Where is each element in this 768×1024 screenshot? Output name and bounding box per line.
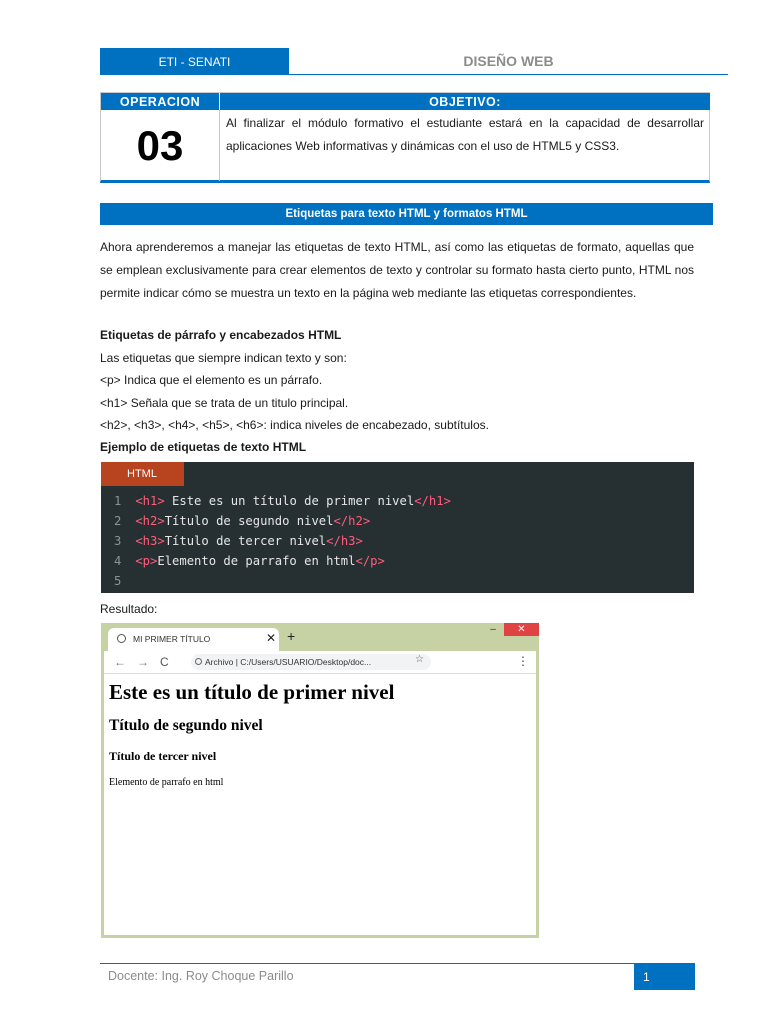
window-close-button[interactable]: ✕ [504, 623, 539, 636]
operation-objective-table [100, 92, 710, 183]
operation-header: OPERACION [101, 93, 219, 110]
code-text: Título de segundo nivel [164, 514, 334, 528]
code-lines [114, 491, 451, 591]
browser-menu-icon[interactable]: ⋮ [517, 654, 529, 668]
code-line [114, 571, 451, 591]
address-text: Archivo | C:/Users/USUARIO/Desktop/doc... [205, 657, 372, 667]
line-number: 2 [114, 514, 122, 528]
text-line: <h1> Señala que se trata de un titulo principal. [100, 396, 349, 410]
header-course-label: ETI - SENATI [100, 48, 289, 75]
code-line [114, 531, 451, 551]
reload-icon[interactable]: C [160, 655, 169, 669]
code-text: Título de tercer nivel [164, 534, 327, 548]
new-tab-button[interactable]: + [287, 628, 296, 644]
code-line [114, 511, 451, 531]
code-open-tag: <h1> [135, 494, 165, 508]
subheading-paragraph-tags: Etiquetas de párrafo y encabezados HTML [100, 328, 342, 342]
code-close-tag: </h1> [414, 494, 451, 508]
globe-icon [117, 634, 126, 643]
section-title: Etiquetas para texto HTML y formatos HTML [100, 203, 713, 225]
info-icon[interactable] [195, 658, 202, 665]
rendered-paragraph: Elemento de parrafo en html [109, 777, 224, 788]
table-divider [219, 110, 220, 181]
footer-page-number: 1 [634, 964, 695, 990]
line-number: 3 [114, 534, 122, 548]
code-close-tag: </p> [355, 554, 385, 568]
rendered-h2: Título de segundo nivel [109, 717, 263, 734]
line-number: 1 [114, 494, 122, 508]
bookmark-star-icon[interactable]: ☆ [415, 654, 424, 665]
rendered-h3: Título de tercer nivel [109, 749, 217, 763]
objective-header: OBJETIVO: [220, 93, 710, 110]
operation-number: 03 [136, 121, 184, 169]
objective-text: Al finalizar el módulo formativo el estudiante estará en la capacidad de desarrollar aplicaciones Web informativas y dinámicas con el uso de HTML5 y CSS3. [226, 116, 704, 153]
code-block [101, 462, 694, 593]
browser-tab-title: MI PRIMER TÍTULO [133, 634, 211, 644]
subheading-example: Ejemplo de etiquetas de texto HTML [100, 440, 307, 454]
line-number: 5 [114, 574, 122, 588]
footer-divider [100, 963, 695, 964]
browser-page-content [104, 674, 536, 935]
rendered-h1: Este es un título de primer nivel [109, 680, 395, 704]
result-label: Resultado: [100, 602, 158, 616]
browser-tab[interactable] [108, 628, 279, 652]
minimize-button[interactable]: – [490, 624, 496, 635]
code-text: Elemento de parrafo en html [157, 554, 356, 568]
footer-teacher: Docente: Ing. Roy Choque Parillo [108, 969, 294, 983]
text-line: <h2>, <h3>, <h4>, <h5>, <h6>: indica niveles de encabezado, subtítulos. [100, 418, 489, 432]
text-line: <p> Indica que el elemento es un párrafo. [100, 373, 323, 387]
back-arrow-icon[interactable]: ← [114, 655, 126, 669]
line-number: 4 [114, 554, 122, 568]
browser-toolbar [104, 651, 536, 674]
code-line [114, 551, 451, 571]
header-subject-label: DISEÑO WEB [289, 48, 728, 75]
text-line: Las etiquetas que siempre indican texto y son: [100, 351, 347, 365]
code-text: Este es un título de primer nivel [164, 494, 415, 508]
address-bar[interactable] [191, 654, 431, 670]
browser-window [101, 623, 539, 938]
intro-paragraph: Ahora aprenderemos a manejar las etiquetas de texto HTML, así como las etiquetas de formato, aquellas que se emplean exclusivamente para crear elementos de texto y controlar su formato hasta cierto punto, HTML nos permite indicar cómo se muestra un texto en la página web mediante las etiquetas correspondientes. [100, 240, 694, 300]
forward-arrow-icon[interactable]: → [137, 655, 149, 669]
code-close-tag: </h3> [326, 534, 363, 548]
tab-close-icon[interactable]: ✕ [266, 631, 277, 645]
code-line [114, 491, 451, 511]
code-close-tag: </h2> [333, 514, 371, 528]
code-open-tag: <p> [135, 554, 158, 568]
code-language-tab[interactable]: HTML [101, 462, 184, 486]
code-open-tag: <h3> [135, 534, 165, 548]
code-open-tag: <h2> [135, 514, 165, 528]
